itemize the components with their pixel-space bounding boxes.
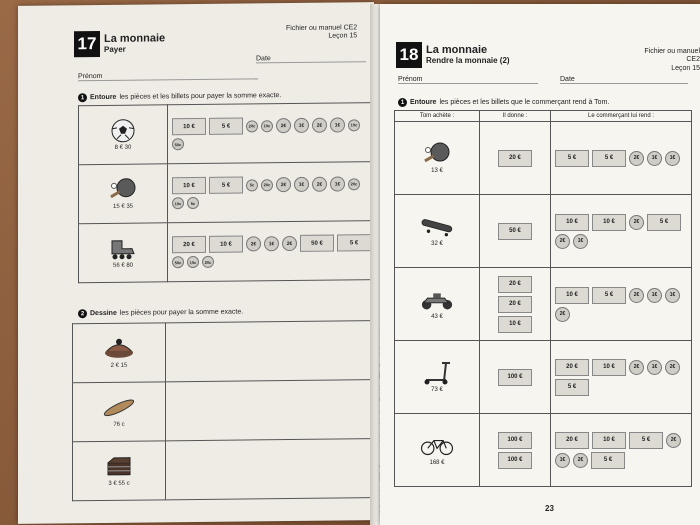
coin[interactable]: 2€ — [629, 151, 644, 166]
change-cell — [551, 122, 692, 195]
banknote[interactable]: 100 € — [498, 369, 532, 386]
item-cell — [73, 441, 166, 501]
left-meta: Fichier ou manuel CE2 Leçon 15 — [286, 24, 358, 41]
coin[interactable]: 10c — [261, 120, 273, 132]
banknote[interactable]: 20 € — [172, 236, 206, 253]
given-cell — [480, 195, 551, 268]
table-row — [73, 380, 372, 442]
coin[interactable]: 1€ — [647, 288, 662, 303]
given-cell — [480, 268, 551, 341]
column-header: Le commerçant lui rend : — [551, 111, 692, 122]
banknote[interactable]: 10 € — [209, 236, 243, 253]
coin[interactable]: 10c — [348, 119, 360, 131]
exercise-2-instruction: 2 Dessine les pièces pour payer la somme exacte. — [78, 308, 243, 319]
coin[interactable]: 1€ — [555, 453, 570, 468]
banknote[interactable]: 20 € — [498, 296, 532, 313]
scooter-icon — [420, 361, 454, 385]
coin[interactable]: 2€ — [665, 360, 680, 375]
ping-pong-paddle-icon — [420, 142, 454, 166]
change-cell — [551, 268, 692, 341]
coin[interactable]: 1€ — [573, 234, 588, 249]
bicycle-icon — [420, 434, 454, 458]
banknote[interactable]: 10 € — [555, 287, 589, 304]
money-cell — [168, 221, 376, 282]
roller-skate-icon — [106, 237, 140, 261]
coin[interactable]: 1€ — [264, 236, 279, 251]
banknote[interactable]: 5 € — [647, 214, 681, 231]
price-label: 168 € — [429, 460, 445, 466]
price-label: 8 € 30 — [114, 144, 132, 151]
banknote[interactable]: 5 € — [555, 379, 589, 396]
date-field[interactable]: Date — [560, 76, 688, 84]
banknote[interactable]: 50 € — [498, 223, 532, 240]
table-row — [395, 341, 692, 414]
price-label: 3 € 55 c — [108, 480, 130, 487]
table-row — [395, 122, 692, 195]
change-cell — [551, 414, 692, 487]
coin[interactable]: 2€ — [312, 177, 327, 192]
item-cell — [395, 341, 480, 414]
banknote[interactable]: 100 € — [498, 452, 532, 469]
coin[interactable]: 2€ — [276, 118, 291, 133]
banknote[interactable]: 5 € — [591, 452, 625, 469]
coin[interactable]: 1€ — [330, 117, 345, 132]
table-row — [73, 321, 372, 383]
banknote[interactable]: 20 € — [498, 276, 532, 293]
coin[interactable]: 2€ — [312, 118, 327, 133]
exercise-1-table — [78, 102, 376, 283]
skateboard-icon — [420, 215, 454, 239]
page-title: La monnaie — [426, 44, 488, 57]
table-row — [79, 221, 376, 283]
item-cell — [395, 414, 480, 487]
page-subtitle: Payer — [104, 44, 126, 54]
price-label: 32 € — [431, 241, 443, 247]
coin[interactable]: 20c — [202, 256, 214, 268]
left-header — [74, 30, 165, 57]
banknote[interactable]: 100 € — [498, 432, 532, 449]
coin[interactable]: 2€ — [629, 288, 644, 303]
soccer-ball-icon — [106, 119, 140, 143]
exercise-2-table — [72, 320, 372, 501]
item-cell — [79, 164, 168, 224]
item-cell — [73, 323, 166, 383]
price-label: 13 € — [431, 168, 443, 174]
price-label: 73 € — [431, 387, 443, 393]
coin[interactable]: 2€ — [555, 307, 570, 322]
item-cell — [79, 223, 168, 283]
item-cell — [395, 195, 480, 268]
date-field[interactable]: Date — [256, 54, 366, 63]
coin[interactable]: 2€ — [246, 236, 261, 251]
item-cell — [395, 122, 480, 195]
coin[interactable]: 2€ — [276, 177, 291, 192]
table-row — [395, 268, 692, 341]
coin[interactable]: 1€ — [330, 176, 345, 191]
name-field[interactable]: Prénom — [78, 71, 258, 81]
coin[interactable]: 20c — [348, 178, 360, 190]
table-row — [395, 414, 692, 487]
open-workbook — [10, 4, 700, 525]
banknote[interactable]: 10 € — [592, 214, 626, 231]
banknote[interactable]: 20 € — [498, 150, 532, 167]
banknote[interactable]: 5 € — [592, 150, 626, 167]
coin[interactable]: 50c — [172, 256, 184, 268]
coin[interactable]: 5c — [246, 179, 258, 191]
price-label: 43 € — [431, 314, 443, 320]
coin[interactable]: 2€ — [573, 453, 588, 468]
coin[interactable]: 2€ — [666, 433, 681, 448]
coin[interactable]: 20c — [261, 179, 273, 191]
given-cell — [480, 414, 551, 487]
banknote[interactable]: 5 € — [209, 118, 243, 135]
right-header — [396, 42, 510, 68]
banknote[interactable]: 10 € — [498, 316, 532, 333]
table-row — [79, 162, 376, 224]
coin[interactable]: 2€ — [282, 236, 297, 251]
coin[interactable]: 10c — [187, 256, 199, 268]
column-header: Il donne : — [480, 111, 551, 122]
banknote[interactable]: 5 € — [337, 234, 371, 251]
banknote[interactable]: 5 € — [209, 177, 243, 194]
lesson-number: 18 — [396, 42, 422, 68]
given-cell — [480, 341, 551, 414]
banknote[interactable]: 10 € — [172, 177, 206, 194]
coin[interactable]: 2€ — [629, 215, 644, 230]
coin[interactable]: 20c — [246, 120, 258, 132]
banknote[interactable]: 20 € — [555, 359, 589, 376]
column-header: Tom achète : — [395, 111, 480, 122]
table-row — [73, 439, 372, 501]
coin[interactable]: 1€ — [294, 177, 309, 192]
coin[interactable]: 1€ — [665, 151, 680, 166]
drawing-area[interactable] — [166, 380, 372, 441]
baguette-icon — [102, 396, 136, 420]
change-cell — [551, 341, 692, 414]
ping-pong-paddle-icon — [106, 178, 140, 202]
exercise-1-instruction: 1 Entoure les pièces et les billets que le commerçant rend à Tom. — [398, 98, 609, 107]
change-cell — [551, 195, 692, 268]
coin[interactable]: 2€ — [555, 234, 570, 249]
cake-icon — [102, 337, 136, 361]
table-row — [79, 103, 376, 165]
right-page — [380, 4, 700, 525]
page-number: 23 — [545, 504, 554, 513]
price-label: 2 € 15 — [110, 362, 128, 369]
banknote[interactable]: 20 € — [555, 432, 589, 449]
name-field[interactable]: Prénom — [398, 76, 538, 84]
item-cell — [395, 268, 480, 341]
layer-cake-icon — [102, 455, 136, 479]
drawing-area[interactable] — [166, 439, 372, 500]
banknote[interactable]: 10 € — [172, 118, 206, 135]
banknote[interactable]: 10 € — [555, 214, 589, 231]
item-cell — [79, 105, 168, 165]
banknote[interactable]: 5 € — [629, 432, 663, 449]
coin[interactable]: 1€ — [294, 118, 309, 133]
right-meta: Fichier ou manuel CE2 Leçon 15 — [644, 48, 700, 72]
table-row — [395, 195, 692, 268]
coin[interactable]: 10c — [172, 197, 184, 209]
item-cell — [73, 382, 166, 442]
left-page — [18, 2, 374, 524]
banknote[interactable]: 50 € — [300, 235, 334, 252]
money-cell — [168, 162, 376, 223]
given-cell — [480, 122, 551, 195]
exercise-1-instruction: 1 Entoure les pièces et les billets pour payer la somme exacte. — [78, 91, 281, 102]
coin[interactable]: 2€ — [629, 360, 644, 375]
price-label: 76 c — [113, 421, 125, 428]
banknote[interactable]: 5 € — [555, 150, 589, 167]
lesson-number: 17 — [74, 31, 100, 57]
coin[interactable]: 5c — [187, 197, 199, 209]
banknote[interactable]: 10 € — [592, 359, 626, 376]
page-title: La monnaie — [104, 32, 166, 45]
money-cell — [168, 103, 376, 164]
coin[interactable]: 1€ — [647, 151, 662, 166]
price-label: 56 € 80 — [112, 262, 134, 269]
banknote[interactable]: 5 € — [592, 287, 626, 304]
coin[interactable]: 1€ — [665, 288, 680, 303]
quad-bike-icon — [420, 288, 454, 312]
price-label: 15 € 35 — [112, 203, 134, 210]
change-table — [394, 110, 692, 487]
coin[interactable]: 50c — [172, 138, 184, 150]
page-subtitle: Rendre la monnaie (2) — [426, 55, 510, 65]
drawing-area[interactable] — [166, 321, 372, 382]
banknote[interactable]: 10 € — [592, 432, 626, 449]
coin[interactable]: 1€ — [647, 360, 662, 375]
